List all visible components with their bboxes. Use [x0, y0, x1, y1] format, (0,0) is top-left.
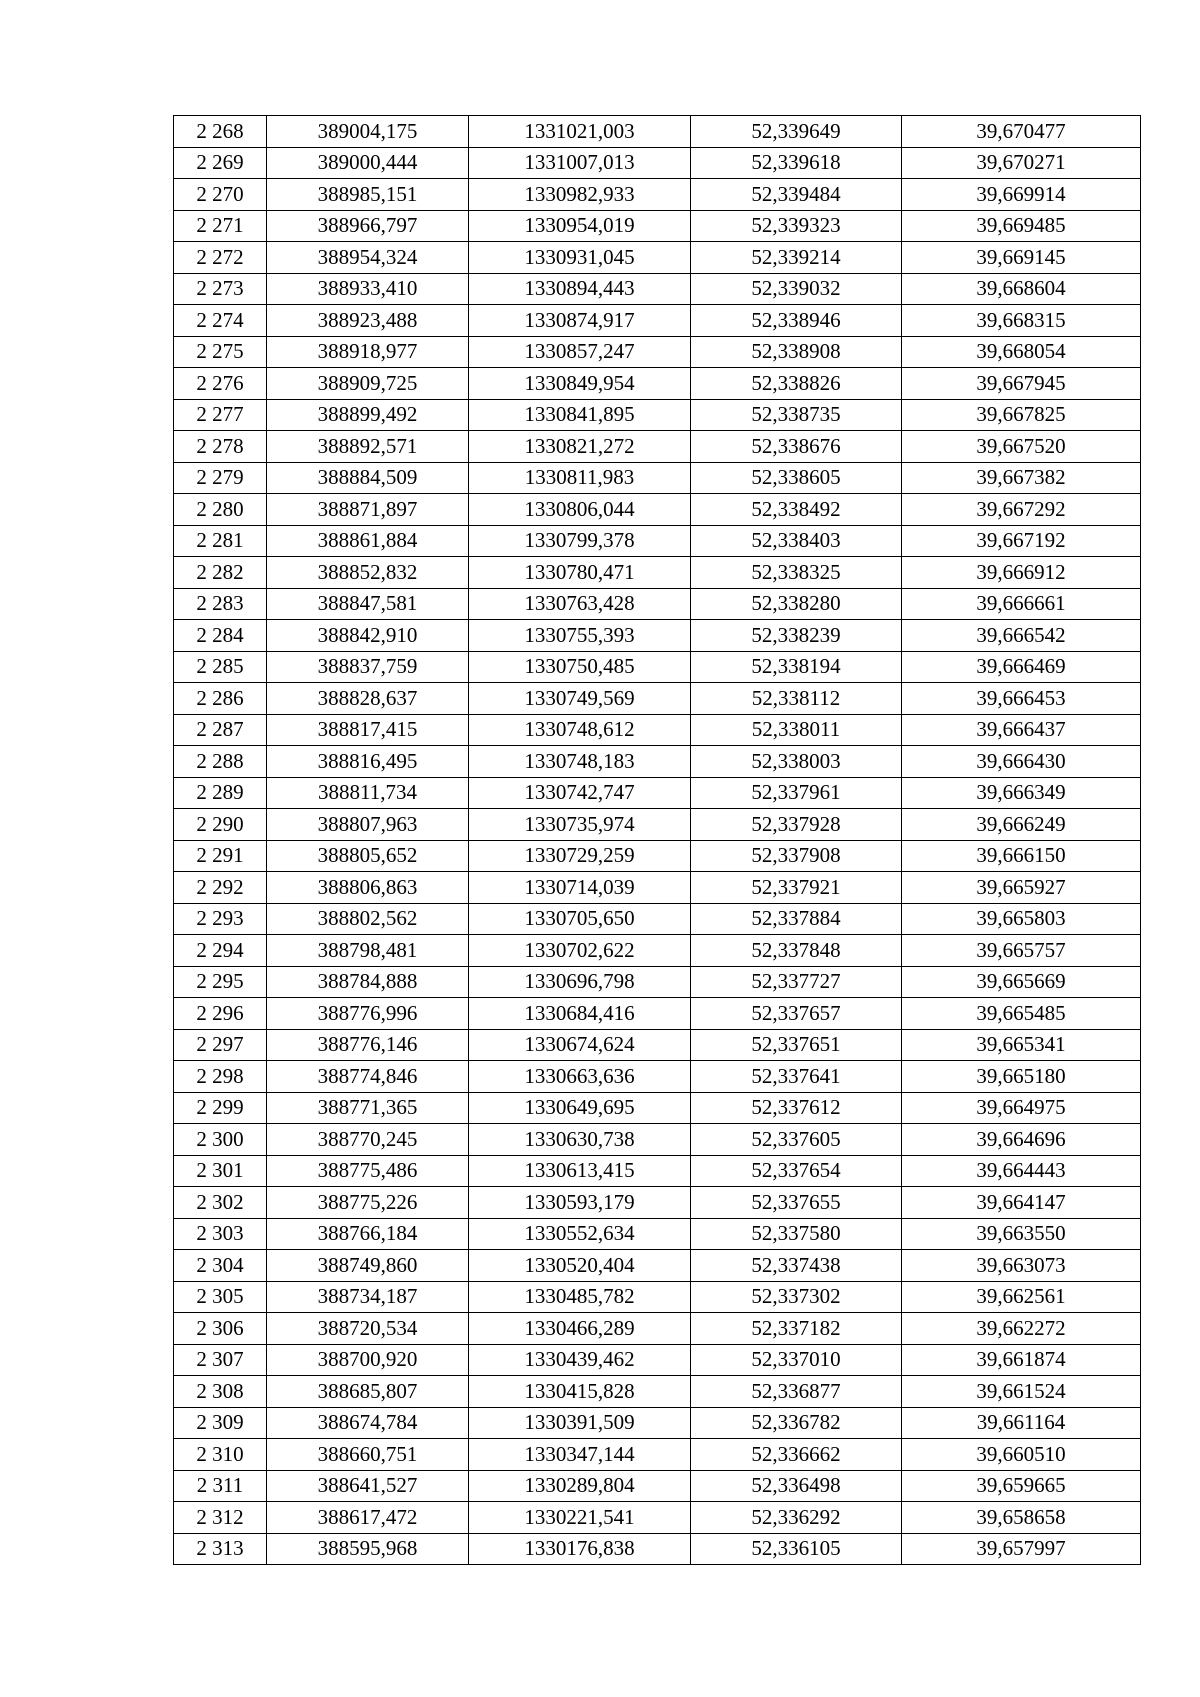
point-number-cell: 2 299	[174, 1092, 267, 1124]
latitude-cell: 52,338011	[691, 714, 902, 746]
x-coordinate-cell: 388828,637	[267, 683, 469, 715]
x-coordinate-cell: 388775,226	[267, 1187, 469, 1219]
table-row	[174, 1124, 1141, 1156]
latitude-cell: 52,337908	[691, 840, 902, 872]
y-coordinate-cell: 1330763,428	[469, 588, 691, 620]
y-coordinate-cell: 1330593,179	[469, 1187, 691, 1219]
table-row	[174, 1344, 1141, 1376]
longitude-cell: 39,665757	[902, 935, 1141, 967]
x-coordinate-cell: 388966,797	[267, 210, 469, 242]
table-row	[174, 431, 1141, 463]
table-row	[174, 1313, 1141, 1345]
point-number-cell: 2 293	[174, 903, 267, 935]
point-number-cell: 2 301	[174, 1155, 267, 1187]
longitude-cell: 39,669485	[902, 210, 1141, 242]
longitude-cell: 39,666912	[902, 557, 1141, 589]
table-row	[174, 998, 1141, 1030]
table-row	[174, 872, 1141, 904]
point-number-cell: 2 273	[174, 273, 267, 305]
x-coordinate-cell: 388784,888	[267, 966, 469, 998]
table-row	[174, 588, 1141, 620]
y-coordinate-cell: 1330780,471	[469, 557, 691, 589]
x-coordinate-cell: 388985,151	[267, 179, 469, 211]
point-number-cell: 2 303	[174, 1218, 267, 1250]
longitude-cell: 39,666661	[902, 588, 1141, 620]
y-coordinate-cell: 1330347,144	[469, 1439, 691, 1471]
point-number-cell: 2 281	[174, 525, 267, 557]
x-coordinate-cell: 388771,365	[267, 1092, 469, 1124]
table-row	[174, 305, 1141, 337]
point-number-cell: 2 287	[174, 714, 267, 746]
x-coordinate-cell: 388776,146	[267, 1029, 469, 1061]
latitude-cell: 52,337580	[691, 1218, 902, 1250]
x-coordinate-cell: 388641,527	[267, 1470, 469, 1502]
x-coordinate-cell: 388923,488	[267, 305, 469, 337]
longitude-cell: 39,662272	[902, 1313, 1141, 1345]
x-coordinate-cell: 388802,562	[267, 903, 469, 935]
point-number-cell: 2 309	[174, 1407, 267, 1439]
x-coordinate-cell: 388807,963	[267, 809, 469, 841]
y-coordinate-cell: 1330750,485	[469, 651, 691, 683]
longitude-cell: 39,667825	[902, 399, 1141, 431]
x-coordinate-cell: 388674,784	[267, 1407, 469, 1439]
x-coordinate-cell: 388798,481	[267, 935, 469, 967]
table-row	[174, 651, 1141, 683]
latitude-cell: 52,339649	[691, 116, 902, 148]
point-number-cell: 2 313	[174, 1533, 267, 1565]
point-number-cell: 2 282	[174, 557, 267, 589]
longitude-cell: 39,667382	[902, 462, 1141, 494]
longitude-cell: 39,665927	[902, 872, 1141, 904]
latitude-cell: 52,337612	[691, 1092, 902, 1124]
latitude-cell: 52,338239	[691, 620, 902, 652]
point-number-cell: 2 311	[174, 1470, 267, 1502]
table-row	[174, 242, 1141, 274]
y-coordinate-cell: 1330849,954	[469, 368, 691, 400]
y-coordinate-cell: 1330176,838	[469, 1533, 691, 1565]
point-number-cell: 2 280	[174, 494, 267, 526]
longitude-cell: 39,666453	[902, 683, 1141, 715]
latitude-cell: 52,339214	[691, 242, 902, 274]
table-row	[174, 1092, 1141, 1124]
table-row	[174, 336, 1141, 368]
table-row	[174, 368, 1141, 400]
point-number-cell: 2 308	[174, 1376, 267, 1408]
y-coordinate-cell: 1330663,636	[469, 1061, 691, 1093]
latitude-cell: 52,338403	[691, 525, 902, 557]
x-coordinate-cell: 388749,860	[267, 1250, 469, 1282]
y-coordinate-cell: 1330821,272	[469, 431, 691, 463]
x-coordinate-cell: 388811,734	[267, 777, 469, 809]
longitude-cell: 39,667192	[902, 525, 1141, 557]
latitude-cell: 52,338908	[691, 336, 902, 368]
latitude-cell: 52,338605	[691, 462, 902, 494]
y-coordinate-cell: 1330696,798	[469, 966, 691, 998]
table-row	[174, 557, 1141, 589]
table-row	[174, 809, 1141, 841]
table-row	[174, 1502, 1141, 1534]
longitude-cell: 39,667520	[902, 431, 1141, 463]
table-row	[174, 525, 1141, 557]
y-coordinate-cell: 1330466,289	[469, 1313, 691, 1345]
table-row	[174, 399, 1141, 431]
point-number-cell: 2 304	[174, 1250, 267, 1282]
x-coordinate-cell: 388806,863	[267, 872, 469, 904]
y-coordinate-cell: 1330982,933	[469, 179, 691, 211]
point-number-cell: 2 310	[174, 1439, 267, 1471]
longitude-cell: 39,661164	[902, 1407, 1141, 1439]
latitude-cell: 52,336292	[691, 1502, 902, 1534]
y-coordinate-cell: 1330857,247	[469, 336, 691, 368]
table-row	[174, 1250, 1141, 1282]
longitude-cell: 39,661524	[902, 1376, 1141, 1408]
point-number-cell: 2 272	[174, 242, 267, 274]
y-coordinate-cell: 1330391,509	[469, 1407, 691, 1439]
y-coordinate-cell: 1330684,416	[469, 998, 691, 1030]
point-number-cell: 2 298	[174, 1061, 267, 1093]
point-number-cell: 2 297	[174, 1029, 267, 1061]
point-number-cell: 2 274	[174, 305, 267, 337]
latitude-cell: 52,339323	[691, 210, 902, 242]
y-coordinate-cell: 1330439,462	[469, 1344, 691, 1376]
table-row	[174, 1533, 1141, 1565]
point-number-cell: 2 294	[174, 935, 267, 967]
longitude-cell: 39,666469	[902, 651, 1141, 683]
x-coordinate-cell: 389000,444	[267, 147, 469, 179]
longitude-cell: 39,668054	[902, 336, 1141, 368]
table-row	[174, 777, 1141, 809]
point-number-cell: 2 288	[174, 746, 267, 778]
point-number-cell: 2 289	[174, 777, 267, 809]
y-coordinate-cell: 1330748,612	[469, 714, 691, 746]
point-number-cell: 2 276	[174, 368, 267, 400]
x-coordinate-cell: 388847,581	[267, 588, 469, 620]
point-number-cell: 2 269	[174, 147, 267, 179]
y-coordinate-cell: 1330729,259	[469, 840, 691, 872]
latitude-cell: 52,338003	[691, 746, 902, 778]
longitude-cell: 39,663073	[902, 1250, 1141, 1282]
x-coordinate-cell: 388871,897	[267, 494, 469, 526]
table-row	[174, 1061, 1141, 1093]
table-row	[174, 1281, 1141, 1313]
x-coordinate-cell: 388770,245	[267, 1124, 469, 1156]
x-coordinate-cell: 388861,884	[267, 525, 469, 557]
table-row	[174, 1029, 1141, 1061]
longitude-cell: 39,660510	[902, 1439, 1141, 1471]
x-coordinate-cell: 388805,652	[267, 840, 469, 872]
x-coordinate-cell: 388954,324	[267, 242, 469, 274]
longitude-cell: 39,668604	[902, 273, 1141, 305]
latitude-cell: 52,337182	[691, 1313, 902, 1345]
x-coordinate-cell: 388884,509	[267, 462, 469, 494]
latitude-cell: 52,337657	[691, 998, 902, 1030]
latitude-cell: 52,338112	[691, 683, 902, 715]
y-coordinate-cell: 1330221,541	[469, 1502, 691, 1534]
x-coordinate-cell: 388766,184	[267, 1218, 469, 1250]
table-row	[174, 903, 1141, 935]
point-number-cell: 2 296	[174, 998, 267, 1030]
y-coordinate-cell: 1330289,804	[469, 1470, 691, 1502]
y-coordinate-cell: 1330841,895	[469, 399, 691, 431]
table-row	[174, 1187, 1141, 1219]
table-row	[174, 1470, 1141, 1502]
longitude-cell: 39,664443	[902, 1155, 1141, 1187]
latitude-cell: 52,337651	[691, 1029, 902, 1061]
latitude-cell: 52,336498	[691, 1470, 902, 1502]
latitude-cell: 52,337010	[691, 1344, 902, 1376]
y-coordinate-cell: 1331007,013	[469, 147, 691, 179]
longitude-cell: 39,670271	[902, 147, 1141, 179]
y-coordinate-cell: 1330520,404	[469, 1250, 691, 1282]
longitude-cell: 39,665669	[902, 966, 1141, 998]
longitude-cell: 39,669145	[902, 242, 1141, 274]
longitude-cell: 39,664696	[902, 1124, 1141, 1156]
x-coordinate-cell: 388933,410	[267, 273, 469, 305]
x-coordinate-cell: 388909,725	[267, 368, 469, 400]
latitude-cell: 52,336782	[691, 1407, 902, 1439]
latitude-cell: 52,338946	[691, 305, 902, 337]
table-row	[174, 116, 1141, 148]
x-coordinate-cell: 388775,486	[267, 1155, 469, 1187]
x-coordinate-cell: 388899,492	[267, 399, 469, 431]
y-coordinate-cell: 1330485,782	[469, 1281, 691, 1313]
longitude-cell: 39,659665	[902, 1470, 1141, 1502]
y-coordinate-cell: 1330931,045	[469, 242, 691, 274]
longitude-cell: 39,665180	[902, 1061, 1141, 1093]
x-coordinate-cell: 388700,920	[267, 1344, 469, 1376]
longitude-cell: 39,666150	[902, 840, 1141, 872]
x-coordinate-cell: 388837,759	[267, 651, 469, 683]
longitude-cell: 39,657997	[902, 1533, 1141, 1565]
latitude-cell: 52,339618	[691, 147, 902, 179]
longitude-cell: 39,658658	[902, 1502, 1141, 1534]
point-number-cell: 2 295	[174, 966, 267, 998]
table-row	[174, 966, 1141, 998]
longitude-cell: 39,663550	[902, 1218, 1141, 1250]
y-coordinate-cell: 1330674,624	[469, 1029, 691, 1061]
table-row	[174, 1376, 1141, 1408]
point-number-cell: 2 292	[174, 872, 267, 904]
x-coordinate-cell: 388776,996	[267, 998, 469, 1030]
table-row	[174, 210, 1141, 242]
longitude-cell: 39,667945	[902, 368, 1141, 400]
longitude-cell: 39,664147	[902, 1187, 1141, 1219]
point-number-cell: 2 278	[174, 431, 267, 463]
point-number-cell: 2 291	[174, 840, 267, 872]
y-coordinate-cell: 1330415,828	[469, 1376, 691, 1408]
y-coordinate-cell: 1330894,443	[469, 273, 691, 305]
latitude-cell: 52,337641	[691, 1061, 902, 1093]
longitude-cell: 39,667292	[902, 494, 1141, 526]
table-row	[174, 1407, 1141, 1439]
table-row	[174, 179, 1141, 211]
x-coordinate-cell: 388817,415	[267, 714, 469, 746]
latitude-cell: 52,337302	[691, 1281, 902, 1313]
y-coordinate-cell: 1330702,622	[469, 935, 691, 967]
table-row	[174, 935, 1141, 967]
latitude-cell: 52,337605	[691, 1124, 902, 1156]
longitude-cell: 39,669914	[902, 179, 1141, 211]
point-number-cell: 2 300	[174, 1124, 267, 1156]
point-number-cell: 2 285	[174, 651, 267, 683]
longitude-cell: 39,662561	[902, 1281, 1141, 1313]
x-coordinate-cell: 388852,832	[267, 557, 469, 589]
latitude-cell: 52,336877	[691, 1376, 902, 1408]
longitude-cell: 39,666437	[902, 714, 1141, 746]
y-coordinate-cell: 1330749,569	[469, 683, 691, 715]
x-coordinate-cell: 388660,751	[267, 1439, 469, 1471]
x-coordinate-cell: 388774,846	[267, 1061, 469, 1093]
longitude-cell: 39,665803	[902, 903, 1141, 935]
table-row	[174, 1439, 1141, 1471]
latitude-cell: 52,337654	[691, 1155, 902, 1187]
y-coordinate-cell: 1330705,650	[469, 903, 691, 935]
y-coordinate-cell: 1330806,044	[469, 494, 691, 526]
table-row	[174, 494, 1141, 526]
x-coordinate-cell: 388595,968	[267, 1533, 469, 1565]
point-number-cell: 2 270	[174, 179, 267, 211]
x-coordinate-cell: 388842,910	[267, 620, 469, 652]
latitude-cell: 52,337961	[691, 777, 902, 809]
point-number-cell: 2 268	[174, 116, 267, 148]
table-row	[174, 147, 1141, 179]
point-number-cell: 2 286	[174, 683, 267, 715]
latitude-cell: 52,337884	[691, 903, 902, 935]
x-coordinate-cell: 388617,472	[267, 1502, 469, 1534]
x-coordinate-cell: 388918,977	[267, 336, 469, 368]
latitude-cell: 52,338280	[691, 588, 902, 620]
y-coordinate-cell: 1330552,634	[469, 1218, 691, 1250]
point-number-cell: 2 277	[174, 399, 267, 431]
latitude-cell: 52,337655	[691, 1187, 902, 1219]
latitude-cell: 52,338676	[691, 431, 902, 463]
latitude-cell: 52,337438	[691, 1250, 902, 1282]
y-coordinate-cell: 1330714,039	[469, 872, 691, 904]
point-number-cell: 2 275	[174, 336, 267, 368]
y-coordinate-cell: 1330742,747	[469, 777, 691, 809]
y-coordinate-cell: 1330874,917	[469, 305, 691, 337]
y-coordinate-cell: 1330735,974	[469, 809, 691, 841]
coordinates-table	[173, 115, 1141, 1565]
longitude-cell: 39,666430	[902, 746, 1141, 778]
longitude-cell: 39,661874	[902, 1344, 1141, 1376]
table-row	[174, 620, 1141, 652]
y-coordinate-cell: 1330755,393	[469, 620, 691, 652]
point-number-cell: 2 279	[174, 462, 267, 494]
longitude-cell: 39,665485	[902, 998, 1141, 1030]
table-row	[174, 1218, 1141, 1250]
latitude-cell: 52,337727	[691, 966, 902, 998]
y-coordinate-cell: 1330811,983	[469, 462, 691, 494]
latitude-cell: 52,338826	[691, 368, 902, 400]
latitude-cell: 52,339484	[691, 179, 902, 211]
point-number-cell: 2 284	[174, 620, 267, 652]
latitude-cell: 52,337848	[691, 935, 902, 967]
longitude-cell: 39,664975	[902, 1092, 1141, 1124]
latitude-cell: 52,337921	[691, 872, 902, 904]
table-row	[174, 683, 1141, 715]
latitude-cell: 52,337928	[691, 809, 902, 841]
latitude-cell: 52,338492	[691, 494, 902, 526]
longitude-cell: 39,665341	[902, 1029, 1141, 1061]
point-number-cell: 2 306	[174, 1313, 267, 1345]
coordinates-table-body	[174, 116, 1141, 1565]
x-coordinate-cell: 388720,534	[267, 1313, 469, 1345]
latitude-cell: 52,339032	[691, 273, 902, 305]
point-number-cell: 2 290	[174, 809, 267, 841]
y-coordinate-cell: 1331021,003	[469, 116, 691, 148]
x-coordinate-cell: 388685,807	[267, 1376, 469, 1408]
longitude-cell: 39,666542	[902, 620, 1141, 652]
point-number-cell: 2 312	[174, 1502, 267, 1534]
x-coordinate-cell: 388734,187	[267, 1281, 469, 1313]
table-row	[174, 1155, 1141, 1187]
x-coordinate-cell: 389004,175	[267, 116, 469, 148]
table-row	[174, 840, 1141, 872]
point-number-cell: 2 283	[174, 588, 267, 620]
longitude-cell: 39,666249	[902, 809, 1141, 841]
point-number-cell: 2 271	[174, 210, 267, 242]
x-coordinate-cell: 388816,495	[267, 746, 469, 778]
point-number-cell: 2 307	[174, 1344, 267, 1376]
table-row	[174, 462, 1141, 494]
y-coordinate-cell: 1330748,183	[469, 746, 691, 778]
latitude-cell: 52,336662	[691, 1439, 902, 1471]
longitude-cell: 39,668315	[902, 305, 1141, 337]
y-coordinate-cell: 1330630,738	[469, 1124, 691, 1156]
y-coordinate-cell: 1330613,415	[469, 1155, 691, 1187]
latitude-cell: 52,338325	[691, 557, 902, 589]
latitude-cell: 52,336105	[691, 1533, 902, 1565]
x-coordinate-cell: 388892,571	[267, 431, 469, 463]
y-coordinate-cell: 1330649,695	[469, 1092, 691, 1124]
latitude-cell: 52,338194	[691, 651, 902, 683]
longitude-cell: 39,666349	[902, 777, 1141, 809]
longitude-cell: 39,670477	[902, 116, 1141, 148]
table-row	[174, 273, 1141, 305]
y-coordinate-cell: 1330954,019	[469, 210, 691, 242]
latitude-cell: 52,338735	[691, 399, 902, 431]
table-row	[174, 714, 1141, 746]
point-number-cell: 2 305	[174, 1281, 267, 1313]
y-coordinate-cell: 1330799,378	[469, 525, 691, 557]
point-number-cell: 2 302	[174, 1187, 267, 1219]
table-row	[174, 746, 1141, 778]
